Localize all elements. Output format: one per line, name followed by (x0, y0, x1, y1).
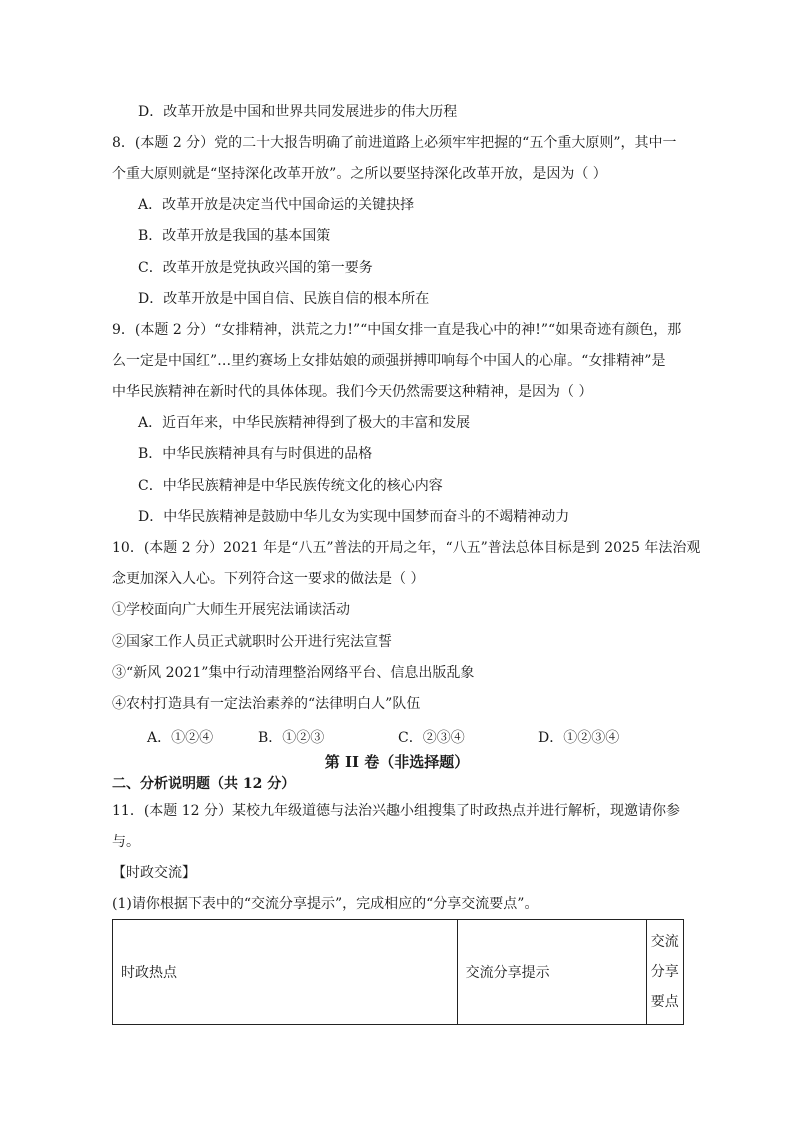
q10-statement-1: ①学校面向广大师生开展宪法诵读活动 (112, 602, 350, 618)
q10-choice-b: B．①②③ (258, 730, 325, 746)
q11-sub-heading: 【时政交流】 (112, 865, 196, 881)
q8-stem-line1: 8．(本题 2 分）党的二十大报告明确了前进道路上必须牢牢把握的“五个重大原则”，其中一 (112, 135, 677, 151)
q10-statement-4: ④农村打造具有一定法治素养的“法律明白人”队伍 (112, 696, 421, 712)
header-key-points (646, 920, 683, 1025)
q8-stem-line2: 个重大原则就是“坚持深化改革开放”。之所以要坚持深化改革开放，是因为（ ） (112, 166, 607, 182)
q11-stem-line2: 与。 (112, 834, 140, 850)
q10-statement-3: ③“新风 2021”集中行动清理整治网络平台、信息出版乱象 (112, 665, 475, 681)
q9-stem-line1: 9．(本题 2 分）“女排精神，洪荒之力!”“中国女排一直是我心中的神!”“如果奇迹有颜色，那 (112, 322, 682, 338)
q10-choice-d: D．①②③④ (538, 730, 620, 746)
header-key-points-line1: 交流 (650, 934, 679, 950)
header-key-points-line2: 分享 (650, 964, 679, 980)
q7-option-d: D．改革开放是中国和世界共同发展进步的伟大历程 (138, 104, 458, 120)
q9-option-c: C．中华民族精神是中华民族传统文化的核心内容 (138, 478, 443, 494)
part2-title: 第 II 卷（非选择题） (324, 753, 470, 771)
hot-topics-table (112, 919, 684, 1025)
header-sharing-hint: 交流分享提示 (457, 920, 646, 1025)
q9-stem-line2: 么一定是中国红”…里约赛场上女排姑娘的顽强拼搏叩响每个中国人的心扉。“女排精神”是 (112, 353, 666, 369)
q10-choice-a: A．①②④ (147, 730, 214, 746)
q9-option-a: A．近百年来，中华民族精神得到了极大的丰富和发展 (138, 415, 471, 431)
table-header-row (113, 920, 684, 1025)
q8-option-a: A．改革开放是决定当代中国命运的关键抉择 (138, 197, 415, 213)
q9-stem-line3: 中华民族精神在新时代的具体体现。我们今天仍然需要这种精神，是因为（ ） (112, 384, 593, 400)
q9-option-b: B．中华民族精神具有与时俱进的品格 (138, 446, 373, 462)
q8-option-c: C．改革开放是党执政兴国的第一要务 (138, 260, 373, 276)
section-analysis-heading: 二、分析说明题（共 12 分） (112, 776, 296, 792)
q11-stem-line1: 11．(本题 12 分）某校九年级道德与法治兴趣小组搜集了时政热点并进行解析，现邀请你参 (112, 803, 680, 819)
q8-option-d: D．改革开放是中国自信、民族自信的根本所在 (138, 291, 430, 307)
q10-statement-2: ②国家工作人员正式就职时公开进行宪法宣誓 (112, 634, 392, 650)
header-hot-topic: 时政热点 (113, 920, 458, 1025)
q11-instruction: (1)请你根据下表中的“交流分享提示”，完成相应的“分享交流要点”。 (112, 896, 539, 912)
q10-choice-c: C．②③④ (398, 730, 465, 746)
q9-option-d: D．中华民族精神是鼓励中华儿女为实现中国梦而奋斗的不竭精神动力 (138, 509, 570, 525)
q10-stem-line1: 10．(本题 2 分）2021 年是“八五”普法的开局之年，“八五”普法总体目标是到 2025 年法治观 (112, 540, 701, 556)
q8-option-b: B．改革开放是我国的基本国策 (138, 228, 331, 244)
header-key-points-line3: 要点 (650, 994, 679, 1010)
q10-stem-line2: 念更加深入人心。下列符合这一要求的做法是（ ） (112, 571, 425, 587)
